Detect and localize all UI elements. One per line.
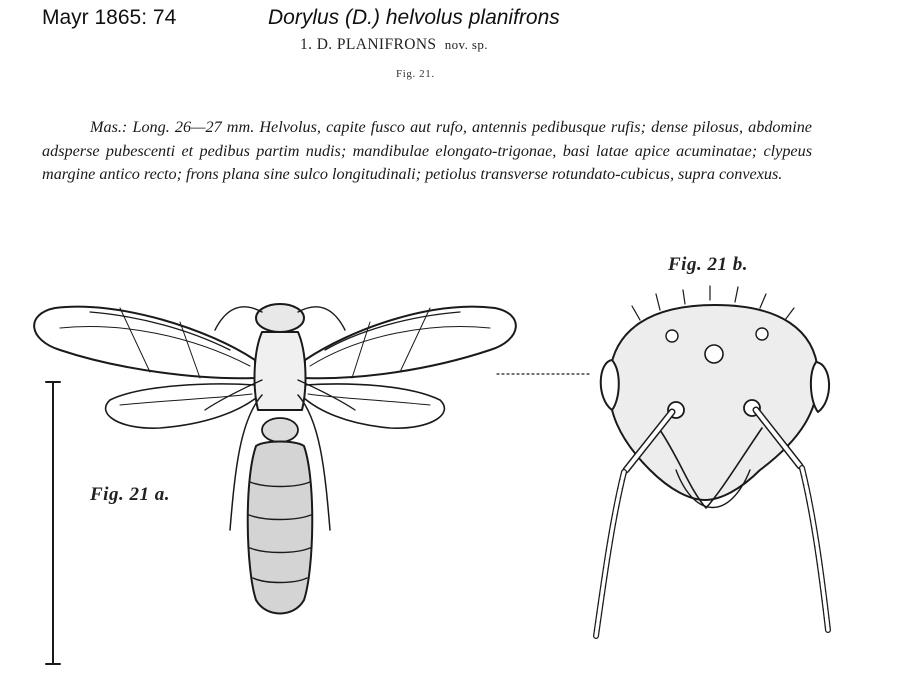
species-title: 1. D. PLANIFRONS: [300, 36, 437, 53]
taxon-name: Dorylus (D.) helvolus planifrons: [268, 6, 560, 29]
specimen-dorsal-drawing: [34, 304, 516, 614]
scale-bar: [46, 382, 60, 664]
figure-label-a: Fig. 21 a.: [90, 484, 170, 505]
head-frontal-drawing: [596, 286, 829, 636]
species-note: nov. sp.: [444, 37, 488, 52]
species-description: Mas.: Long. 26—27 mm. Helvolus, capite fusco aut rufo, antennis pedibusque rufis; dense pilosus, abdomine adsperse pubescenti et pedibus partim nudis; mandibulae elongato-trigonae, basi latae apice acuminatae; clypeus margine antico recto; frons plana sine sulco longitudinali; petiolus transverse rotundato-cubicus, supra convexus.: [42, 118, 812, 184]
figure-reference: Fig. 21.: [396, 68, 435, 80]
figure-label-b: Fig. 21 b.: [668, 254, 748, 275]
citation: Mayr 1865: 74: [42, 6, 177, 29]
